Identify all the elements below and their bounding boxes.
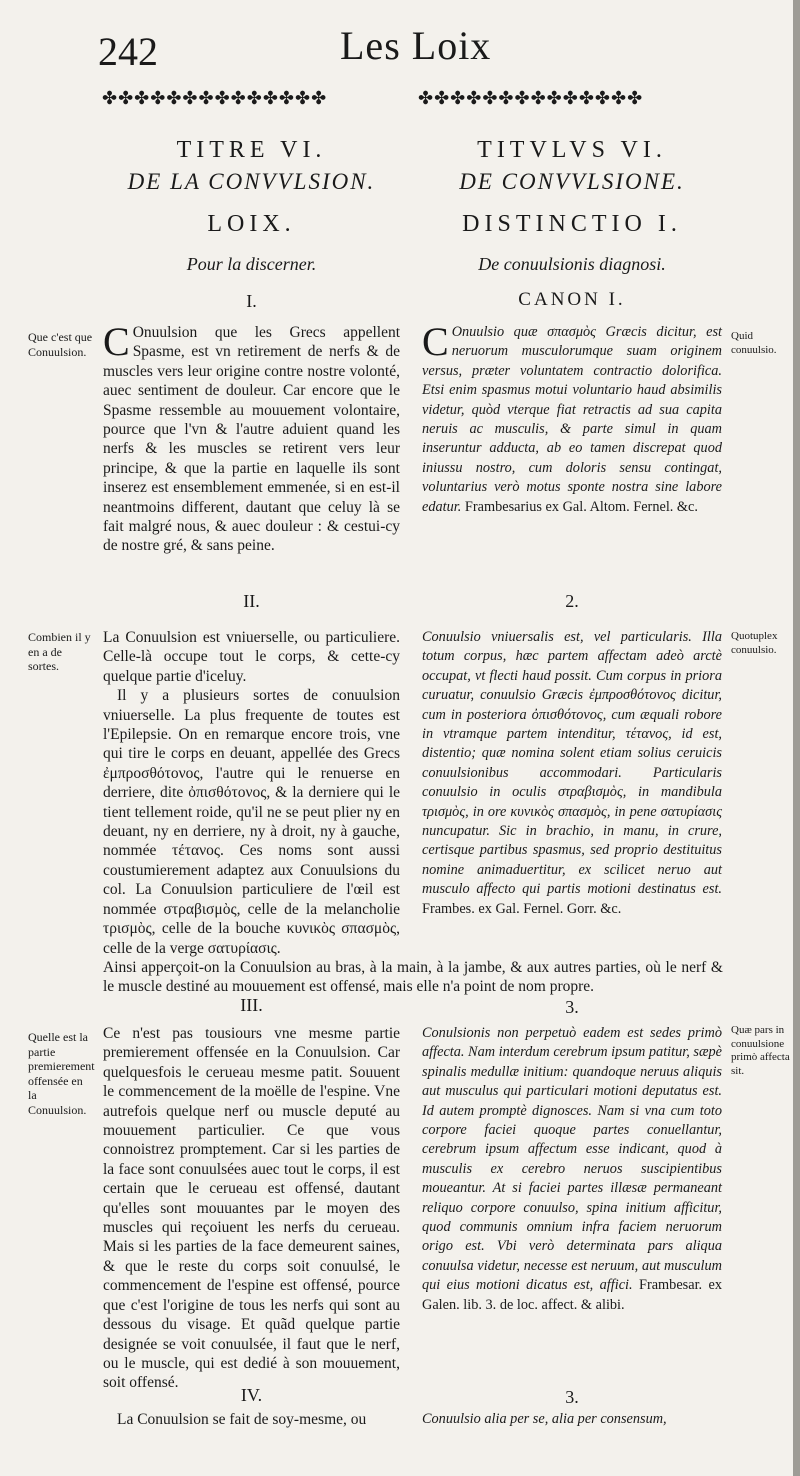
left-title: TITRE VI. xyxy=(176,137,327,163)
right-margin-note-3: Quæ pars in conuulsione primò affecta sit. xyxy=(731,1024,790,1077)
drop-cap: C xyxy=(422,319,449,364)
fleuron-ornament-left: ✤✤✤✤✤✤✤✤✤✤✤✤✤✤ xyxy=(102,88,328,108)
right-paragraph-2-text: Conuulsio vniuersalis est, vel particularis. Illa totum corpus, hæc partem affectam adeò arctè occupat, vt flecti haud possit. Cum corpus in priora curuatur, conuulsio Græcis ἐμπροσθότονος dicitur, cum in posteriora ὀπισθότονος, cum æquali robore in vtramque partem intenditur, τέτανος, id est, distentio; quæ nomina solent etiam solius ceruicis conuulsionibus accommodari. Particularis conuulsio in oculis στραβισμὸς, in mandibula τρισμὸς, in ore κυνικὸς σπασμὸς, in pene σατυρίασις nuncupatur. Sic in brachio, in manu, in crure, certisque partibus spasmus, sed proprio destituitus nomine animaduertitur, ex scilicet neruo aut musculo affecto qui partis motioni destinatus est. xyxy=(422,629,722,898)
running-head: Les Loix xyxy=(340,23,492,68)
left-margin-note-1: Que c'est que Conuulsion. xyxy=(28,330,93,359)
left-paragraph-1-text: Onuulsion que les Grecs appellent Spasme, est vn retirement de nerfs & de muscles vers leur origine contre nostre volonté, auec sentiment de douleur. Car encore que le Spasme ressemble au mouuement volontaire, pource que l'vn & l'autre aduient quand les nerfs & les muscles se retirent vers leur principe, & que la partie en laquelle ils sont inserez est ensemblement emmenée, si en est-il neantmoins different, dautant que celuy là se fait malgré nous, & auec douleur : & cestui-cy de nostre gré, & sans peine. xyxy=(103,324,400,555)
left-paragraph-4: La Conuulsion se fait de soy-mesme, ou xyxy=(117,1411,367,1428)
left-section-number-2: II. xyxy=(243,591,260,611)
right-distinctio-heading: DISTINCTIO I. xyxy=(462,211,682,237)
right-paragraph-1 xyxy=(422,319,722,517)
right-citation-1: Frambesarius ex Gal. Altom. Fernel. &c. xyxy=(464,498,698,515)
page-number: 242 xyxy=(98,29,158,74)
left-margin-note-3: Quelle est la partie premierement offensée en la Conuulsion. xyxy=(28,1030,95,1117)
left-paragraph-1 xyxy=(103,319,400,556)
right-paragraph-3-text: Conulsionis non perpetuò eadem est sedes primò affecta. Nam interdum cerebrum ipsum patitur, sæpè spinalis medullæ initium: quandoque neruus aliquis aut musculus qui particulari motioni deputatus est. Id autem promptè dignosces. Nam si vna cum toto corpore faciei quoque partes conuellantur, cerebrum ipsum affectum esse indicant, quod à musculis ex cerebro neruos suscipientibus moueantur. At si faciei partes illæsæ permaneant reliquo corpore conuulso, spina initium afficitur, quod communis omnium infra faciem neruorum origo est. Vbi verò determinata pars aliqua conuulsa videtur, necesse est neruum, aut musculum qui eius motioni dicatus est, affici. xyxy=(422,1025,722,1294)
right-paragraph-1-text: Onuulsio quæ σπασμὸς Græcis dicitur, est neruorum musculorumque suam originem versus, præter voluntatem contractio dolorifica. Etsi enim spasmus motui voluntario haud absimilis videtur, quòd vterque fiat retractis ad sua capita neruis ac musculis, & parte simul in quam inseruntur adducta, ab eo tamen discrepat quod iniussu nostro, cum doloris sensu contingat, voluntarius verò motus sponte nostra sine labore edatur. xyxy=(422,324,722,515)
right-citation-2: Frambes. ex Gal. Fernel. Gorr. &c. xyxy=(422,900,622,917)
right-margin-note-2: Quotuplex conuulsio. xyxy=(731,630,778,656)
left-subtitle: DE LA CONVVLSION. xyxy=(127,169,376,194)
right-paragraph-3 xyxy=(422,1024,722,1315)
left-paragraph-3: Ce n'est pas tousiours vne mesme partie premierement offensée en la Conuulsion. Car quelquesfois le cerueau mesme patit. Souuent le commencement de la moëlle de l'espine. Vne autrefois quelque nerf ou muscle deputé au mouuement particulier. Ce que vous connoistrez promptement. Car si les parties de la face sont conuulsées auec tout le corps, il est certain que le cerueau est offensé, dautant qu'elles sont mouuantes par le moyen des muscles qui reçoiuent les nerfs du cerueau. Mais si les parties de la face demeurent saines, & que le reste du corps soit conuulsé, le commencement de l'espine est offensé, pource que c'est l'origine de tous les nerfs qui sont au dessous du visage. Et quãd quelque partie designée se voit conuulsée, il faut que le nerf, ou le muscle, qui est dedié à son mouuement, soit offensé. xyxy=(103,1025,400,1392)
page-binding-edge xyxy=(793,0,800,1476)
right-title: TITVLVS VI. xyxy=(477,137,667,163)
right-paragraph-4: Conuulsio alia per se, alia per consensum, xyxy=(422,1411,667,1427)
right-paragraph-2 xyxy=(422,628,722,919)
right-section-number-4: 3. xyxy=(565,1387,579,1407)
right-canon-heading: CANON I. xyxy=(518,289,626,310)
drop-cap: C xyxy=(103,319,130,364)
left-section-number-1: I. xyxy=(246,291,257,311)
full-width-paragraph: Ainsi apperçoit-on la Conuulsion au bras, à la main, à la jambe, & aux autres parties, où le nerf & le muscle destiné au mouuement est offensé, mais elle n'a point de nom propre. xyxy=(103,959,723,996)
left-section-number-3: III. xyxy=(240,995,263,1015)
right-section-number-2: 2. xyxy=(565,591,579,611)
right-subtitle: DE CONVVLSIONE. xyxy=(459,169,685,194)
right-section-number-3: 3. xyxy=(565,997,579,1017)
left-tagline: Pour la discerner. xyxy=(186,254,317,274)
right-citation-3: Frambesar. ex Galen. lib. 3. de loc. affect. & alibi. xyxy=(422,1277,723,1313)
left-section-number-4: IV. xyxy=(240,1385,263,1405)
left-loix-heading: LOIX. xyxy=(207,211,296,237)
left-paragraph-2 xyxy=(103,628,400,958)
right-tagline: De conuulsionis diagnosi. xyxy=(478,254,666,274)
left-paragraph-2b-text: Il y a plusieurs sortes de conuulsion vniuerselle. La plus frequente de toutes est l'Epilepsie. On en remarque encore trois, vne qui tire le corps en deuant, appellée des Grecs ἐμπροσθότονος, l'autre qui le renuerse en derriere, dite ὀπισθότονος, & la derniere qui le tient tellement roide, qu'il ne se peut plier ny en deuant, ny en derriere, ny à droit, ny à gauche, nommée τέτανος. Ces noms sont aussi coustumierement adaptez aux Conuulsions du col. La Conuulsion particuliere de l'œil est nommée στραβισμὸς, celle de la melancholie τρισμὸς, celle de la bouche κυνικὸς σπασμὸς, celle de la verge σατυρίασις. xyxy=(103,687,400,957)
left-margin-note-2: Combien il y en a de sortes. xyxy=(28,630,91,673)
fleuron-ornament-right: ✤✤✤✤✤✤✤✤✤✤✤✤✤✤ xyxy=(418,88,644,108)
right-margin-note-1: Quid conuulsio. xyxy=(731,330,777,356)
left-paragraph-2-text: La Conuulsion est vniuerselle, ou particuliere. Celle-là occupe tout le corps, & cette-cy quelque partie d'iceluy. xyxy=(103,629,400,685)
